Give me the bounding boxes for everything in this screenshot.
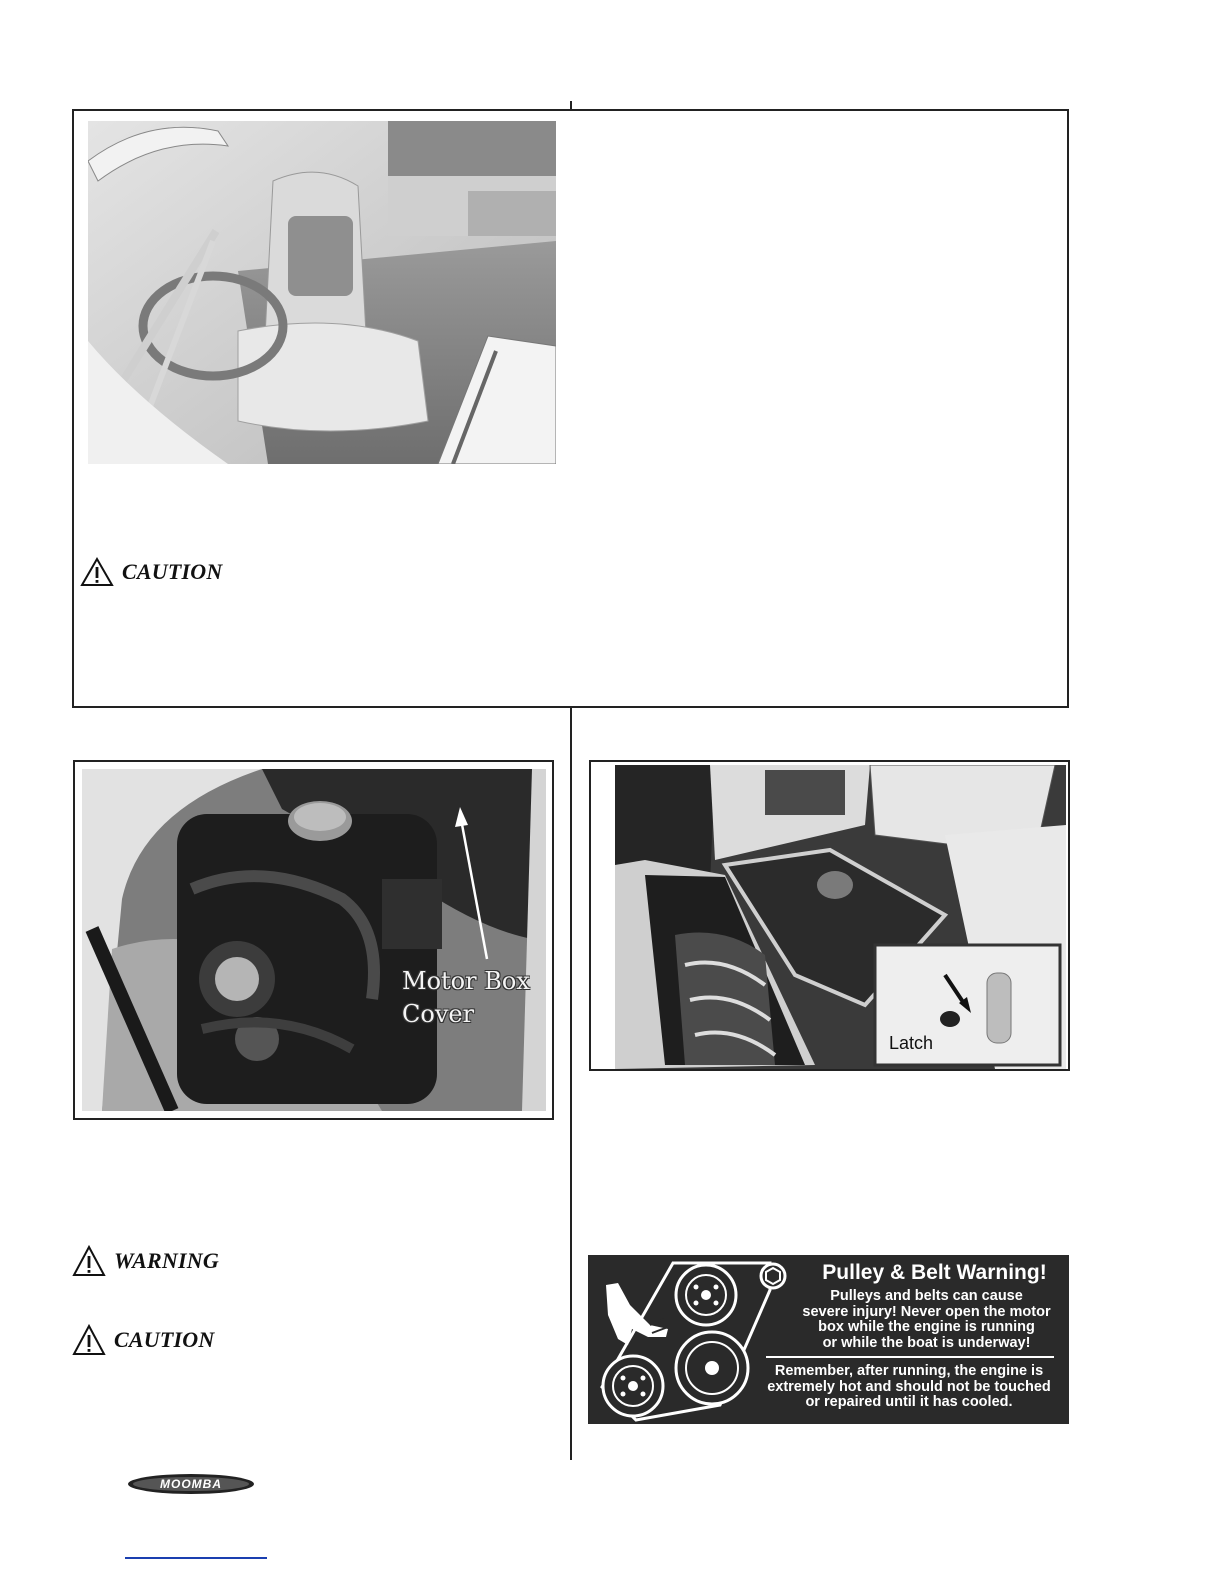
warning-label-title: Pulley & Belt Warning! — [822, 1261, 1047, 1284]
latch-label: Latch — [889, 1033, 934, 1053]
bottom-caution-alert — [72, 1324, 214, 1356]
warning-line: Remember, after running, the engine is — [774, 1363, 1044, 1379]
column-divider — [570, 708, 572, 1460]
moomba-logo-icon — [127, 1473, 255, 1495]
top-caution-alert — [80, 557, 222, 587]
warning-triangle-icon — [72, 1245, 106, 1277]
warning-label-divider — [766, 1356, 1054, 1358]
warning-label: WARNING — [114, 1248, 219, 1273]
boat-helm-seat-icon — [88, 121, 556, 464]
engine-bay-figure — [73, 760, 554, 1120]
column-divider-top — [570, 101, 572, 109]
warning-label-bottom-text — [754, 1364, 1064, 1411]
footer-rule — [125, 1557, 267, 1559]
warning-line: extremely hot and should not be touched — [767, 1378, 1051, 1395]
warning-label-top-text — [784, 1289, 1069, 1351]
motor-box-figure — [589, 760, 1070, 1071]
caution-label: CAUTION — [122, 559, 223, 584]
warning-line: severe injury! Never open the motor — [802, 1303, 1051, 1320]
callout-line-1: Motor Box — [402, 967, 530, 995]
logo-text: MOOMBA — [160, 1477, 222, 1491]
warning-line: box while the engine is running — [818, 1319, 1035, 1335]
warning-line: or while the boat is underway! — [822, 1334, 1031, 1351]
warning-triangle-icon — [72, 1324, 106, 1356]
caution-label: CAUTION — [114, 1327, 215, 1352]
engine-bay-photo — [82, 769, 546, 1111]
helm-seat-photo — [88, 121, 556, 464]
bottom-warning-alert — [72, 1245, 219, 1277]
warning-triangle-icon — [80, 557, 114, 587]
engine-bay-icon — [82, 769, 546, 1111]
motor-box-callout — [402, 965, 530, 1031]
open-motor-box-icon — [615, 765, 1066, 1069]
pulley-belt-warning-label — [588, 1255, 1069, 1424]
brand-logo — [127, 1473, 255, 1495]
open-motor-box-photo — [615, 765, 1066, 1069]
callout-line-2: Cover — [402, 1000, 475, 1028]
warning-line: or repaired until it has cooled. — [805, 1394, 1013, 1410]
warning-line: Pulleys and belts can cause — [830, 1288, 1023, 1304]
top-section-box — [72, 109, 1069, 708]
